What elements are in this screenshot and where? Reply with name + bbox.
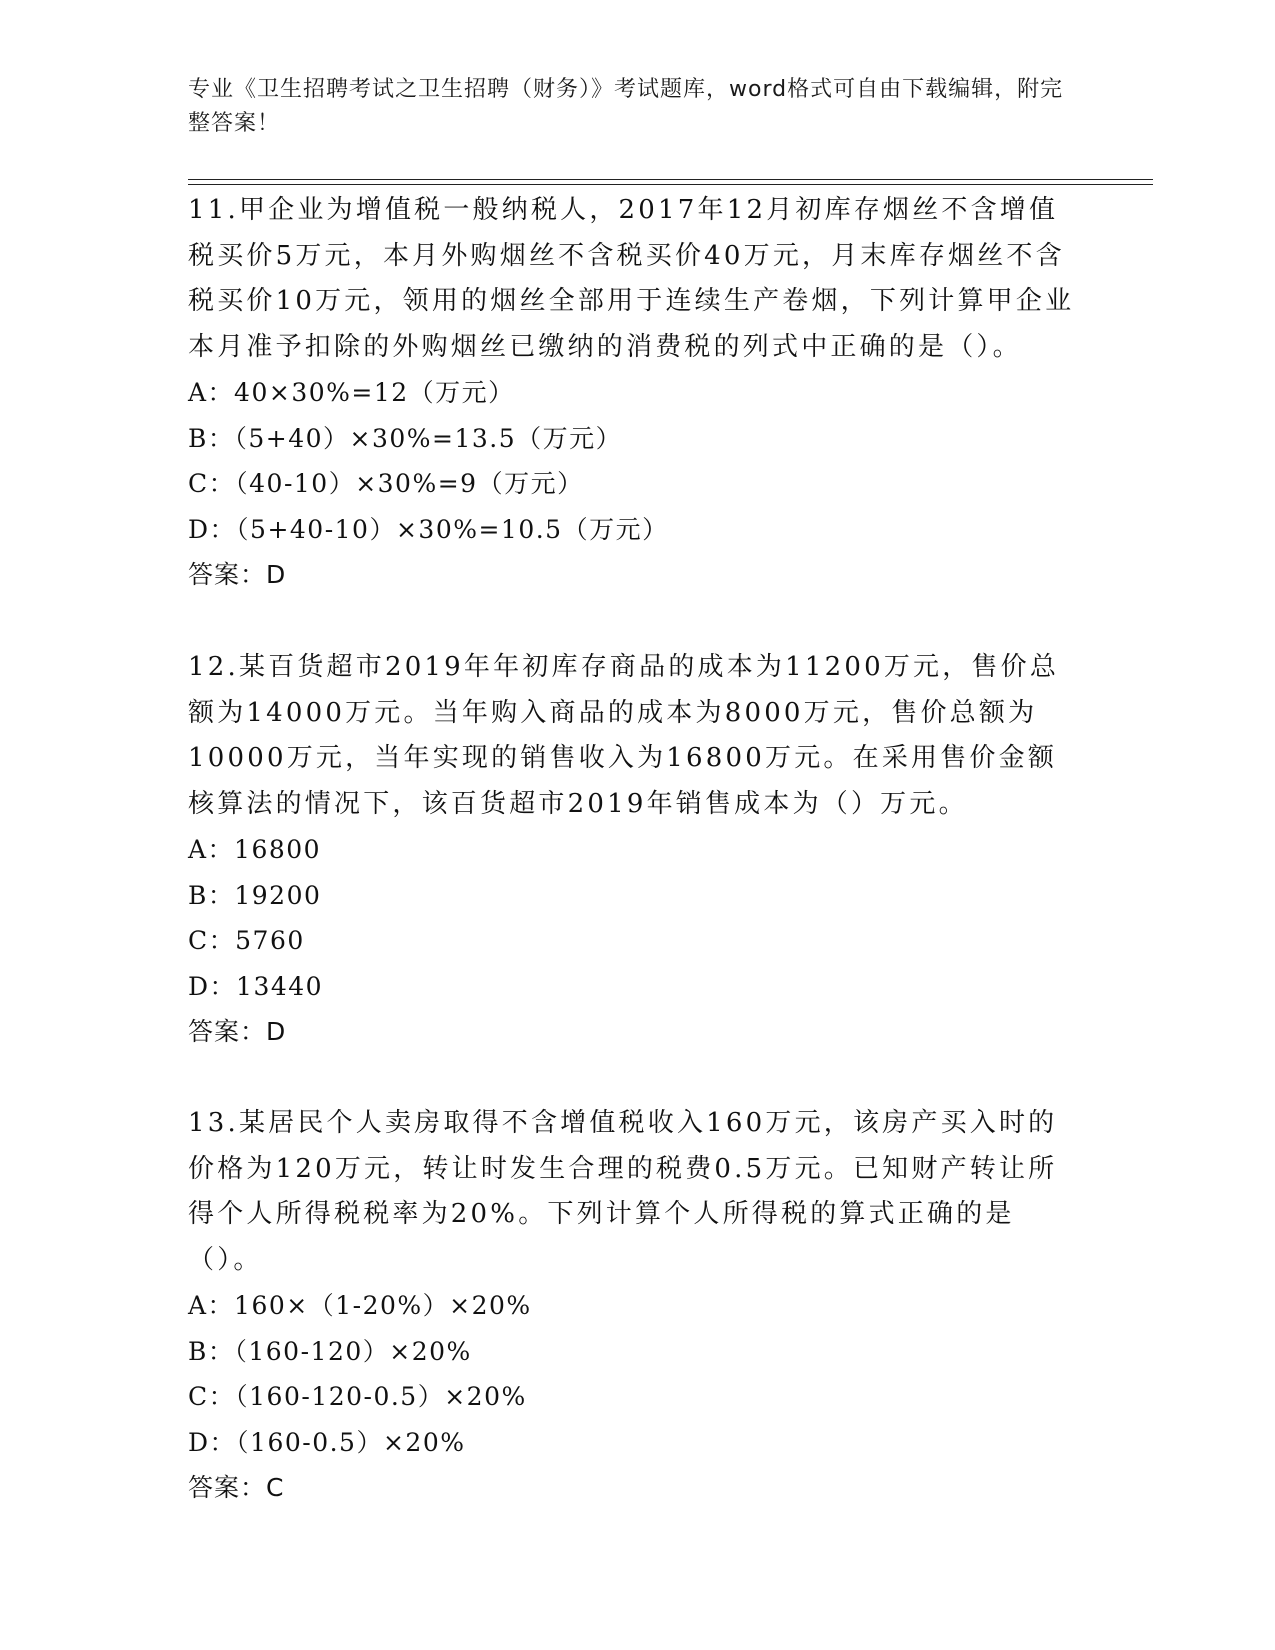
option-b: B：（160-120）×20% [188, 1336, 472, 1366]
header-divider-bottom [188, 184, 1153, 185]
option-d: D：（5+40-10）×30%=10.5（万元） [188, 514, 669, 544]
question-text: 11.甲企业为增值税一般纳税人，2017年12月初库存烟丝不含增值税买价5万元，本月外购烟丝不含税买价40万元，月末库存烟丝不含税买价10万元，领用的烟丝全部用于连续生产卷烟，下列计算甲企业本月准予扣除的外购烟丝已缴纳的消费税的列式中正确的是（）。 [188, 195, 1075, 362]
answer-line: 答案：D [188, 1017, 287, 1046]
option-a: A：16800 [188, 835, 322, 864]
option-c: C：（40-10）×30%=9（万元） [188, 469, 584, 498]
question-12 [188, 645, 1078, 1055]
option-a: A：160×（1-20%）×20% [188, 1291, 532, 1320]
option-b: B：（5+40）×30%=13.5（万元） [188, 423, 623, 453]
header-divider-top [188, 179, 1153, 180]
question-13 [188, 1101, 1078, 1511]
option-d: D：（160-0.5）×20% [188, 1427, 466, 1457]
question-text: 13.某居民个人卖房取得不含增值税收入160万元，该房产买入时的价格为120万元，转让时发生合理的税费0.5万元。已知财产转让所得个人所得税税率为20%。下列计算个人所得税的算式正确的是（）。 [188, 1108, 1058, 1275]
option-c: C：5760 [188, 926, 305, 955]
answer-line: 答案：D [188, 560, 287, 589]
question-text: 12.某百货超市2019年年初库存商品的成本为11200万元，售价总额为14000万元。当年购入商品的成本为8000万元，售价总额为10000万元，当年实现的销售收入为16800万元。在采用售价金额核算法的情况下，该百货超市2019年销售成本为（）万元。 [188, 652, 1060, 819]
option-c: C：（160-120-0.5）×20% [188, 1382, 527, 1411]
answer-line: 答案：C [188, 1473, 285, 1502]
document-header: 专业《卫生招聘考试之卫生招聘（财务）》考试题库，word格式可自由下载编辑，附完整答案！ [188, 77, 1064, 136]
option-a: A：40×30%=12（万元） [188, 378, 515, 407]
option-d: D：13440 [188, 971, 324, 1001]
option-b: B：19200 [188, 880, 322, 910]
question-11 [188, 188, 1078, 598]
